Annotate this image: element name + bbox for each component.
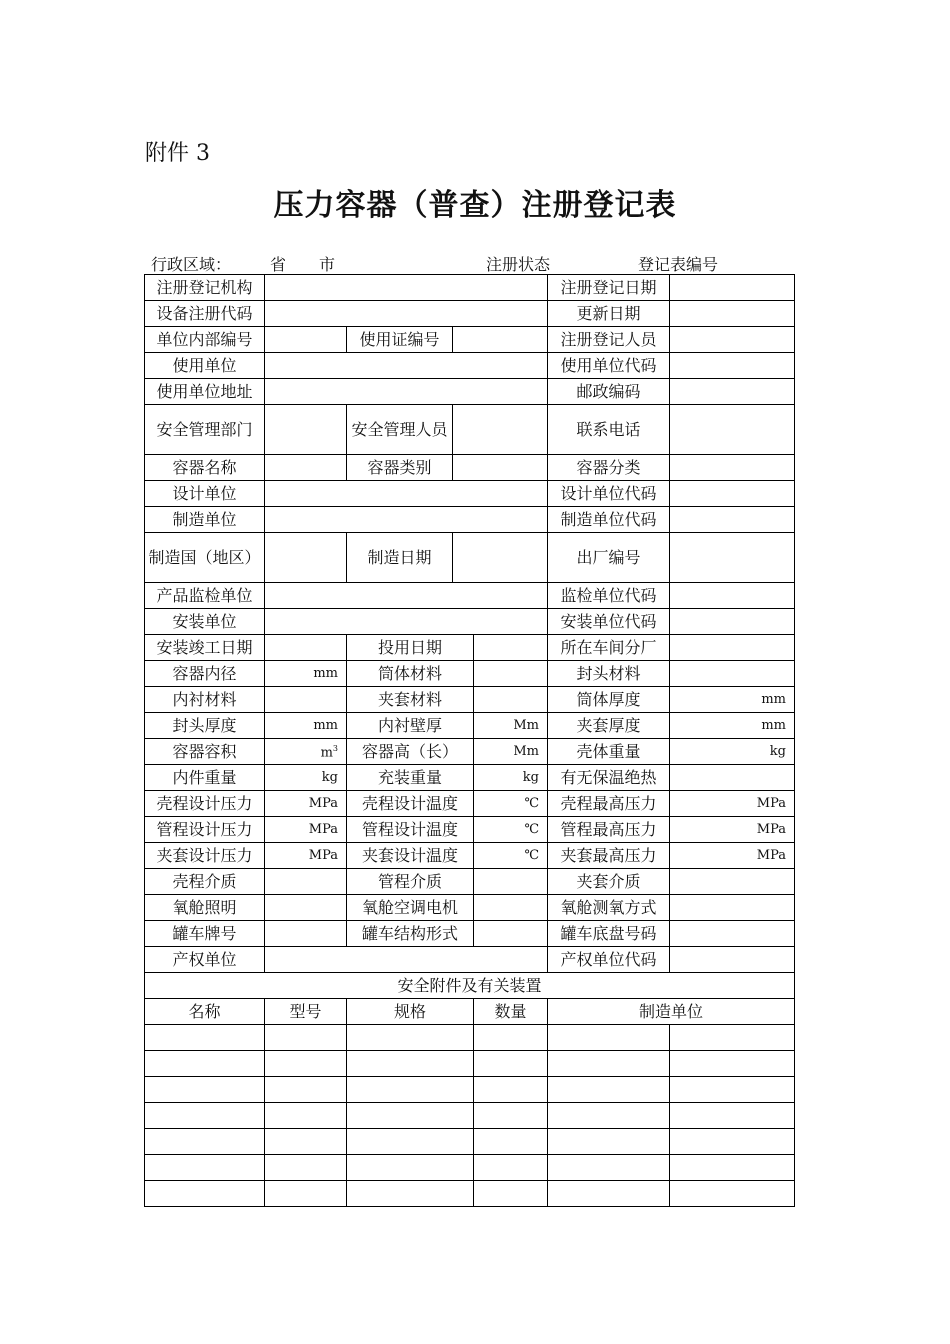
- column-header: 制造单位: [548, 999, 795, 1025]
- table-cell[interactable]: [347, 1077, 474, 1103]
- table-cell[interactable]: [474, 1129, 548, 1155]
- form-label: 管程设计温度: [347, 817, 474, 843]
- table-row: [145, 1155, 795, 1181]
- table-cell[interactable]: [474, 1025, 548, 1051]
- table-cell[interactable]: [265, 1077, 347, 1103]
- table-cell[interactable]: [265, 1025, 347, 1051]
- form-field[interactable]: [265, 353, 548, 379]
- unit-kg[interactable]: kg: [670, 739, 795, 765]
- form-label: 产品监检单位: [145, 583, 265, 609]
- form-label: 更新日期: [548, 301, 670, 327]
- form-label: 封头厚度: [145, 713, 265, 739]
- table-cell[interactable]: [670, 1051, 795, 1077]
- form-row: [145, 405, 795, 455]
- form-label: 筒体材料: [347, 661, 474, 687]
- form-field[interactable]: [670, 635, 795, 661]
- form-field[interactable]: [474, 921, 548, 947]
- form-field[interactable]: [670, 895, 795, 921]
- form-row: [145, 843, 795, 869]
- form-row: [145, 921, 795, 947]
- form-row: [145, 609, 795, 635]
- table-cell[interactable]: [347, 1181, 474, 1207]
- column-header: 型号: [265, 999, 347, 1025]
- form-row: [145, 791, 795, 817]
- form-label: 设备注册代码: [145, 301, 265, 327]
- form-row: [145, 379, 795, 405]
- table-cell[interactable]: [265, 1155, 347, 1181]
- form-field[interactable]: [265, 455, 347, 481]
- form-label: 使用单位代码: [548, 353, 670, 379]
- form-label: 容器内径: [145, 661, 265, 687]
- form-label: 邮政编码: [548, 379, 670, 405]
- form-field[interactable]: [265, 921, 347, 947]
- unit-mpa[interactable]: MPa: [265, 843, 347, 869]
- table-cell[interactable]: [474, 1155, 548, 1181]
- column-header: 名称: [145, 999, 265, 1025]
- form-field[interactable]: [670, 583, 795, 609]
- table-row: [145, 1129, 795, 1155]
- form-label: 联系电话: [548, 405, 670, 455]
- form-label: 注册登记机构: [145, 275, 265, 301]
- unit-kg[interactable]: kg: [265, 765, 347, 791]
- table-cell[interactable]: [548, 1129, 670, 1155]
- table-cell[interactable]: [347, 1103, 474, 1129]
- registration-form: [144, 274, 795, 1207]
- unit-m3[interactable]: [265, 739, 347, 765]
- form-field[interactable]: [670, 947, 795, 973]
- form-field[interactable]: [453, 533, 548, 583]
- form-label: 内衬壁厚: [347, 713, 474, 739]
- form-label: 设计单位: [145, 481, 265, 507]
- form-field[interactable]: [670, 405, 795, 455]
- form-label: 氧舱空调电机: [347, 895, 474, 921]
- unit-mpa[interactable]: MPa: [670, 817, 795, 843]
- table-row: [145, 1025, 795, 1051]
- form-label: 监检单位代码: [548, 583, 670, 609]
- form-row: [145, 713, 795, 739]
- form-field[interactable]: [670, 353, 795, 379]
- city-label: 市: [319, 255, 336, 274]
- form-label: 容器高（长）: [347, 739, 474, 765]
- form-field[interactable]: [474, 661, 548, 687]
- form-field[interactable]: [265, 687, 347, 713]
- form-label: 制造单位代码: [548, 507, 670, 533]
- accessory-header-row: [145, 999, 795, 1025]
- unit-m: m: [320, 745, 333, 761]
- form-label: 安装单位代码: [548, 609, 670, 635]
- form-label: 有无保温绝热: [548, 765, 670, 791]
- table-cell[interactable]: [347, 1155, 474, 1181]
- table-cell[interactable]: [474, 1103, 548, 1129]
- unit-mm[interactable]: mm: [670, 713, 795, 739]
- form-label: 壳体重量: [548, 739, 670, 765]
- form-label: 投用日期: [347, 635, 474, 661]
- form-label: 使用证编号: [347, 327, 453, 353]
- form-label: 罐车底盘号码: [548, 921, 670, 947]
- form-label: 制造国（地区）: [145, 533, 265, 583]
- form-label: 封头材料: [548, 661, 670, 687]
- unit-mpa[interactable]: MPa: [670, 843, 795, 869]
- form-label: 出厂编号: [548, 533, 670, 583]
- form-field[interactable]: [453, 455, 548, 481]
- table-cell[interactable]: [265, 1181, 347, 1207]
- unit-kg[interactable]: kg: [474, 765, 548, 791]
- form-row: [145, 481, 795, 507]
- form-label: 制造日期: [347, 533, 453, 583]
- form-row: [145, 895, 795, 921]
- table-row: [145, 1103, 795, 1129]
- form-label: 使用单位: [145, 353, 265, 379]
- form-field[interactable]: [670, 765, 795, 791]
- section-title: 安全附件及有关装置: [145, 973, 795, 999]
- form-label: 所在车间分厂: [548, 635, 670, 661]
- form-label: 管程介质: [347, 869, 474, 895]
- unit-mm[interactable]: mm: [265, 661, 347, 687]
- form-label: 容器名称: [145, 455, 265, 481]
- form-label: 容器类别: [347, 455, 453, 481]
- form-field[interactable]: [670, 301, 795, 327]
- form-field[interactable]: [474, 869, 548, 895]
- table-cell[interactable]: [145, 1129, 265, 1155]
- form-field[interactable]: [670, 661, 795, 687]
- form-label: 产权单位: [145, 947, 265, 973]
- form-field[interactable]: [670, 921, 795, 947]
- region-label: 行政区域：: [151, 255, 232, 274]
- form-label: 内衬材料: [145, 687, 265, 713]
- table-cell[interactable]: [670, 1077, 795, 1103]
- form-label: 壳程介质: [145, 869, 265, 895]
- form-label: 罐车牌号: [145, 921, 265, 947]
- form-field[interactable]: [265, 609, 548, 635]
- table-cell[interactable]: [670, 1181, 795, 1207]
- table-cell[interactable]: [145, 1051, 265, 1077]
- status-label: 注册状态: [486, 255, 551, 274]
- table-cell[interactable]: [548, 1077, 670, 1103]
- form-label: 容器容积: [145, 739, 265, 765]
- table-cell[interactable]: [670, 1025, 795, 1051]
- form-row: [145, 301, 795, 327]
- form-field[interactable]: [265, 275, 548, 301]
- page-title: 压力容器（普查）注册登记表: [273, 188, 677, 223]
- form-label: 注册登记人员: [548, 327, 670, 353]
- table-row: [145, 1077, 795, 1103]
- form-field[interactable]: [265, 895, 347, 921]
- table-cell[interactable]: [265, 1129, 347, 1155]
- table-row: [145, 1181, 795, 1207]
- form-label: 安全管理部门: [145, 405, 265, 455]
- form-label: 罐车结构形式: [347, 921, 474, 947]
- table-cell[interactable]: [548, 1025, 670, 1051]
- table-cell[interactable]: [670, 1155, 795, 1181]
- form-label: 注册登记日期: [548, 275, 670, 301]
- form-field[interactable]: [474, 635, 548, 661]
- table-cell[interactable]: [670, 1103, 795, 1129]
- table-cell[interactable]: [145, 1155, 265, 1181]
- form-label: 充装重量: [347, 765, 474, 791]
- form-label: 制造单位: [145, 507, 265, 533]
- form-label: 使用单位地址: [145, 379, 265, 405]
- unit-mm[interactable]: mm: [265, 713, 347, 739]
- unit-mpa[interactable]: MPa: [265, 817, 347, 843]
- form-field[interactable]: [265, 405, 347, 455]
- form-label: 壳程设计温度: [347, 791, 474, 817]
- form-label: 安装单位: [145, 609, 265, 635]
- form-field[interactable]: [265, 481, 548, 507]
- unit-mpa[interactable]: MPa: [670, 791, 795, 817]
- form-field[interactable]: [474, 895, 548, 921]
- attachment-label: 附件 3: [145, 141, 210, 166]
- section-header-row: [145, 973, 795, 999]
- form-field[interactable]: [453, 327, 548, 353]
- form-label: 容器分类: [548, 455, 670, 481]
- form-label: 管程设计压力: [145, 817, 265, 843]
- unit-celsius[interactable]: ℃: [474, 791, 548, 817]
- form-label: 氧舱照明: [145, 895, 265, 921]
- unit-cube: 3: [332, 744, 338, 754]
- table-cell[interactable]: [265, 1103, 347, 1129]
- column-header: 规格: [347, 999, 474, 1025]
- form-row: [145, 765, 795, 791]
- form-label: 夹套介质: [548, 869, 670, 895]
- form-row: [145, 947, 795, 973]
- form-label: 内件重量: [145, 765, 265, 791]
- table-row: [145, 1051, 795, 1077]
- table-cell[interactable]: [347, 1051, 474, 1077]
- table-cell[interactable]: [548, 1181, 670, 1207]
- unit-mm[interactable]: Mm: [474, 713, 548, 739]
- form-field[interactable]: [670, 379, 795, 405]
- form-label: 夹套设计温度: [347, 843, 474, 869]
- form-row: [145, 507, 795, 533]
- table-cell[interactable]: [474, 1181, 548, 1207]
- form-field[interactable]: [670, 481, 795, 507]
- form-label: 安全管理人员: [347, 405, 453, 455]
- table-cell[interactable]: [265, 1051, 347, 1077]
- form-label: 壳程最高压力: [548, 791, 670, 817]
- form-label: 氧舱测氧方式: [548, 895, 670, 921]
- form-row: [145, 327, 795, 353]
- table-cell[interactable]: [145, 1077, 265, 1103]
- form-field[interactable]: [265, 507, 548, 533]
- form-label: 产权单位代码: [548, 947, 670, 973]
- unit-mm[interactable]: Mm: [474, 739, 548, 765]
- form-label: 夹套最高压力: [548, 843, 670, 869]
- form-field[interactable]: [265, 327, 347, 353]
- unit-celsius[interactable]: ℃: [474, 817, 548, 843]
- form-row: [145, 455, 795, 481]
- form-field[interactable]: [670, 455, 795, 481]
- form-row: [145, 635, 795, 661]
- table-cell[interactable]: [474, 1077, 548, 1103]
- table-cell[interactable]: [145, 1025, 265, 1051]
- form-field[interactable]: [265, 635, 347, 661]
- table-cell[interactable]: [548, 1155, 670, 1181]
- form-row: [145, 583, 795, 609]
- form-row: [145, 817, 795, 843]
- table-cell[interactable]: [145, 1103, 265, 1129]
- form-field[interactable]: [670, 275, 795, 301]
- form-field[interactable]: [265, 583, 548, 609]
- form-row: [145, 687, 795, 713]
- form-label: 壳程设计压力: [145, 791, 265, 817]
- table-cell[interactable]: [548, 1103, 670, 1129]
- form-label: 夹套厚度: [548, 713, 670, 739]
- form-label: 夹套设计压力: [145, 843, 265, 869]
- table-cell[interactable]: [347, 1129, 474, 1155]
- form-label: 设计单位代码: [548, 481, 670, 507]
- form-row: [145, 869, 795, 895]
- form-label: 夹套材料: [347, 687, 474, 713]
- form-label: 安装竣工日期: [145, 635, 265, 661]
- form-label: 单位内部编号: [145, 327, 265, 353]
- form-field[interactable]: [670, 869, 795, 895]
- column-header: 数量: [474, 999, 548, 1025]
- form-field[interactable]: [265, 301, 548, 327]
- form-label: 筒体厚度: [548, 687, 670, 713]
- form-field[interactable]: [265, 379, 548, 405]
- province-label: 省: [270, 255, 287, 274]
- form-field[interactable]: [265, 533, 347, 583]
- form-number-label: 登记表编号: [638, 255, 719, 274]
- table-cell[interactable]: [670, 1129, 795, 1155]
- form-field[interactable]: [670, 609, 795, 635]
- unit-mm[interactable]: mm: [670, 687, 795, 713]
- table-cell[interactable]: [474, 1051, 548, 1077]
- form-row: [145, 661, 795, 687]
- table-cell[interactable]: [145, 1181, 265, 1207]
- form-row: [145, 739, 795, 765]
- form-label: 管程最高压力: [548, 817, 670, 843]
- unit-celsius[interactable]: ℃: [474, 843, 548, 869]
- form-field[interactable]: [670, 533, 795, 583]
- form-row: [145, 275, 795, 301]
- table-cell[interactable]: [347, 1025, 474, 1051]
- form-field[interactable]: [670, 507, 795, 533]
- form-field[interactable]: [670, 327, 795, 353]
- form-field[interactable]: [474, 687, 548, 713]
- unit-mpa[interactable]: MPa: [265, 791, 347, 817]
- form-row: [145, 533, 795, 583]
- form-field[interactable]: [453, 405, 548, 455]
- table-cell[interactable]: [548, 1051, 670, 1077]
- form-field[interactable]: [265, 947, 548, 973]
- form-field[interactable]: [265, 869, 347, 895]
- form-row: [145, 353, 795, 379]
